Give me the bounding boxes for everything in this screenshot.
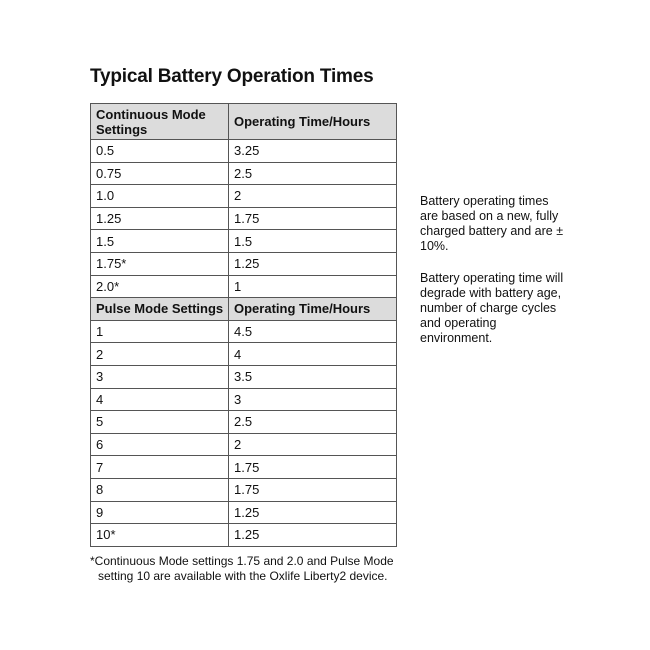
table-row <box>91 433 397 456</box>
table-row <box>91 207 397 230</box>
table-row <box>91 365 397 388</box>
time-cell: 4.5 <box>229 320 397 343</box>
setting-cell: 0.5 <box>91 140 229 163</box>
setting-cell: 1.25 <box>91 207 229 230</box>
table-row <box>91 162 397 185</box>
page-title: Typical Battery Operation Times <box>90 66 374 87</box>
table-row <box>91 140 397 163</box>
continuous-mode-section <box>91 104 397 298</box>
setting-cell: 9 <box>91 501 229 524</box>
time-cell: 2.5 <box>229 411 397 434</box>
pulse-header-row <box>91 298 397 321</box>
table-row <box>91 275 397 298</box>
table-row <box>91 411 397 434</box>
time-cell: 1.75 <box>229 478 397 501</box>
setting-cell: 1.75* <box>91 252 229 275</box>
time-cell: 1.25 <box>229 524 397 547</box>
time-cell: 1.75 <box>229 207 397 230</box>
time-cell: 4 <box>229 343 397 366</box>
time-cell: 1.25 <box>229 252 397 275</box>
setting-cell: 2.0* <box>91 275 229 298</box>
table-row <box>91 456 397 479</box>
setting-cell: 2 <box>91 343 229 366</box>
setting-cell: 3 <box>91 365 229 388</box>
time-cell: 3.5 <box>229 365 397 388</box>
time-cell: 1.5 <box>229 230 397 253</box>
table-row <box>91 501 397 524</box>
continuous-time-header: Operating Time/Hours <box>229 104 397 140</box>
table-row <box>91 478 397 501</box>
continuous-header-row <box>91 104 397 140</box>
setting-cell: 4 <box>91 388 229 411</box>
footnote <box>90 554 410 584</box>
setting-cell: 7 <box>91 456 229 479</box>
time-cell: 2 <box>229 185 397 208</box>
time-cell: 2.5 <box>229 162 397 185</box>
battery-times-table <box>90 103 397 547</box>
setting-cell: 10* <box>91 524 229 547</box>
table-row <box>91 230 397 253</box>
table-row <box>91 388 397 411</box>
pulse-mode-section <box>91 298 397 547</box>
time-cell: 3.25 <box>229 140 397 163</box>
setting-cell: 8 <box>91 478 229 501</box>
time-cell: 2 <box>229 433 397 456</box>
footnote-line-1: *Continuous Mode settings 1.75 and 2.0 and Pulse Mode <box>90 554 394 568</box>
footnote-line-2: setting 10 are available with the Oxlife Liberty2 device. <box>98 569 388 583</box>
setting-cell: 1 <box>91 320 229 343</box>
time-cell: 1 <box>229 275 397 298</box>
table-row <box>91 343 397 366</box>
side-note-degradation: Battery operating time will degrade with battery age, number of charge cycles and operating environment. <box>420 271 564 345</box>
pulse-setting-header: Pulse Mode Settings <box>91 298 229 321</box>
continuous-setting-header: Continuous Mode Settings <box>91 104 229 140</box>
table-row <box>91 252 397 275</box>
setting-cell: 5 <box>91 411 229 434</box>
setting-cell: 6 <box>91 433 229 456</box>
side-note-accuracy: Battery operating times are based on a new, fully charged battery and are ± 10%. <box>420 194 564 253</box>
table-row <box>91 320 397 343</box>
table-row <box>91 185 397 208</box>
time-cell: 1.75 <box>229 456 397 479</box>
setting-cell: 1.0 <box>91 185 229 208</box>
time-cell: 3 <box>229 388 397 411</box>
table-row <box>91 524 397 547</box>
pulse-time-header: Operating Time/Hours <box>229 298 397 321</box>
setting-cell: 0.75 <box>91 162 229 185</box>
time-cell: 1.25 <box>229 501 397 524</box>
setting-cell: 1.5 <box>91 230 229 253</box>
